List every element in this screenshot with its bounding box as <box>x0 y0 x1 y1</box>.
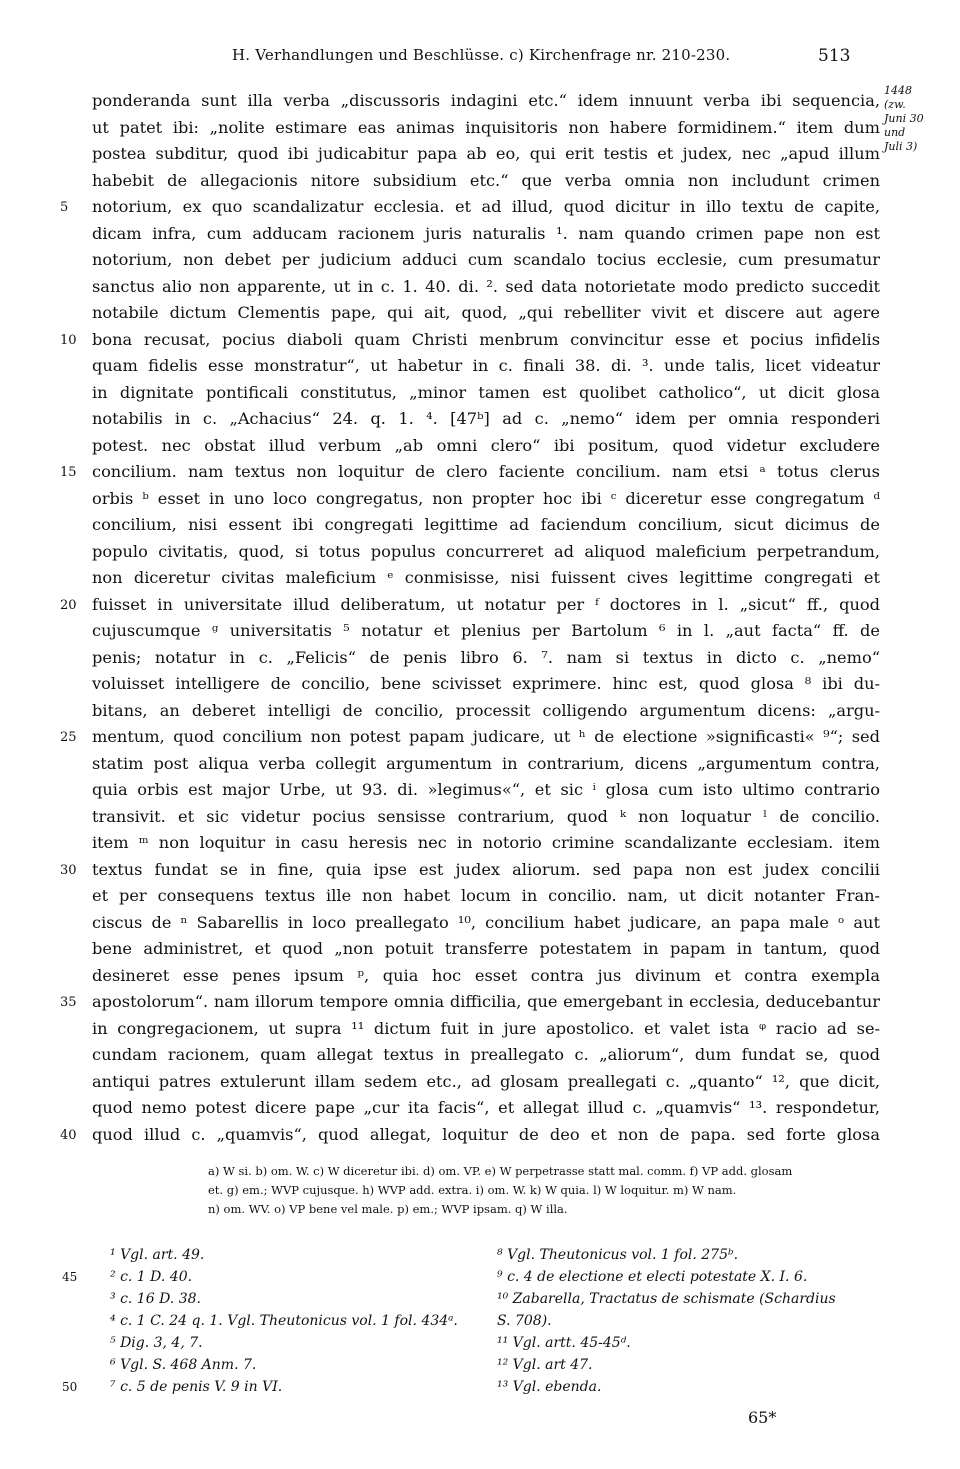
line-text: quia orbis est major Urbe, ut 93. di. »legimus«“, et sic ⁱ glosa cum isto ultimo contrario <box>92 780 880 799</box>
text-line <box>60 194 880 221</box>
text-line <box>92 1016 880 1043</box>
text-line <box>60 1122 880 1149</box>
text-line <box>92 300 880 327</box>
text-line <box>92 1095 880 1122</box>
text-line <box>92 274 880 301</box>
line-text: orbis ᵇ esset in uno loco congregatus, non propter hoc ibi ᶜ diceretur esse congregatum ᵈ <box>92 488 880 508</box>
footnote <box>62 1376 470 1398</box>
line-text: statim post aliqua verba collegit argumentum in contrarium, dicens „argumentum contra, <box>92 753 880 773</box>
line-text: antiqui patres extulerunt illam sedem etc., ad glosam preallegati c. „quanto“ ¹², que dicit, <box>92 1071 880 1091</box>
footnotes-left-column <box>62 1244 470 1398</box>
footnote-text: ³ c. 16 D. 38. <box>110 1291 201 1307</box>
margin-date-note <box>884 84 954 154</box>
line-number: 40 <box>60 1127 77 1143</box>
line-text: potest. nec obstat illud verbum „ab omni clero“ ibi positum, quod videtur excludere <box>92 435 880 455</box>
footnote <box>110 1288 470 1310</box>
signature-mark: 65* <box>748 1408 777 1427</box>
line-text: desineret esse penes ipsum ᵖ, quia hoc esset contra jus divinum et contra exempla <box>92 965 880 985</box>
footnote-text: ⁷ c. 5 de penis V. 9 in VI. <box>110 1379 283 1395</box>
line-text: concilium. nam textus non loquitur de clero faciente concilium. nam etsi ᵃ totus clerus <box>92 462 880 481</box>
text-line <box>92 698 880 725</box>
footnote <box>110 1244 470 1266</box>
line-text: sanctus alio non apparente, ut in c. 1. 40. di. ². sed data notorietate modo predicto succedit <box>92 276 880 296</box>
apparatus-line: a) W si. b) om. W. c) W diceretur ibi. d) om. VP. e) W perpetrasse statt mal. comm. f) VP add. glosam <box>208 1164 793 1178</box>
line-number: 20 <box>60 597 77 613</box>
main-text <box>60 88 880 1148</box>
line-text: bene administret, et quod „non potuit transferre potestatem in papam in tantum, quod <box>92 939 880 958</box>
text-line <box>92 830 880 857</box>
text-line <box>92 539 880 566</box>
footnote: ¹¹ Vgl. artt. 45-45ᵈ. <box>497 1335 631 1351</box>
text-line <box>92 247 880 274</box>
text-line <box>92 353 880 380</box>
line-number: 45 <box>62 1270 78 1284</box>
line-text: postea subditur, quod ibi judicabitur papa ab eo, qui erit testis et judex, nec „apud illum <box>92 144 880 163</box>
line-text: transivit. et sic videtur pocius sensisse contrarium, quod ᵏ non loquatur ˡ de concilio. <box>92 806 880 826</box>
line-text: ut patet ibi: „nolite estimare eas animas inquisitoris non habere formidinem.“ item dum <box>92 117 880 137</box>
footnote: ¹³ Vgl. ebenda. <box>497 1379 602 1395</box>
line-text: notabilis in c. „Achacius“ 24. q. 1. ⁴. [47ᵇ] ad c. „nemo“ idem per omnia responderi <box>92 409 880 428</box>
text-line <box>92 777 880 804</box>
text-line <box>92 671 880 698</box>
line-text: quod illud c. „quamvis“, quod allegat, loquitur de deo et non de papa. sed forte glosa <box>92 1124 880 1144</box>
text-line <box>92 380 880 407</box>
text-line <box>92 963 880 990</box>
page-number: 513 <box>818 46 851 66</box>
line-number: 15 <box>60 465 77 480</box>
critical-apparatus <box>208 1162 880 1219</box>
line-text: item ᵐ non loquitur in casu heresis nec in notorio crimine scandalizante ecclesiam. item <box>92 833 880 852</box>
line-text: quam fidelis esse monstratur“, ut habetur in c. finali 38. di. ³. unde talis, licet videatur <box>92 356 880 375</box>
line-text: concilium, nisi essent ibi congregati legittime ad faciendum concilium, sicut dicimus de <box>92 515 880 534</box>
footnote: S. 708). <box>497 1313 552 1329</box>
footnote-text: ⁴ c. 1 C. 24 q. 1. Vgl. Theutonicus vol. 1 fol. 434ᵃ. <box>110 1313 458 1329</box>
line-number: 5 <box>60 200 69 215</box>
running-head: H. Verhandlungen und Beschlüsse. c) Kirchenfrage nr. 210-230. <box>232 46 731 64</box>
line-text: notabile dictum Clementis pape, qui ait, quod, „qui rebelliter vivit et discere aut agere <box>92 303 880 322</box>
line-text: bona recusat, pocius diaboli quam Christi menbrum convincitur esse et pocius infidelis <box>92 329 880 349</box>
line-text: fuisset in universitate illud deliberatum, ut notatur per ᶠ doctores in l. „sicut“ ff., quod <box>92 594 880 614</box>
line-text: apostolorum“. nam illorum tempore omnia difficilia, que emergebant in ecclesia, deducebantur <box>92 992 880 1011</box>
footnotes-right-column <box>497 1244 887 1398</box>
text-line <box>92 115 880 142</box>
text-line <box>92 1042 880 1069</box>
footnote: ⁹ c. 4 de electione et electi potestate X. I. 6. <box>497 1269 808 1285</box>
line-number: 25 <box>60 730 77 745</box>
footnote <box>110 1332 470 1354</box>
line-text: non diceretur civitas maleficium ᵉ conmisisse, nisi fuissent cives legittime congregati et <box>92 568 880 587</box>
text-line <box>92 406 880 433</box>
line-number: 10 <box>60 332 77 348</box>
line-text: populo civitatis, quod, si totus populus concurreret ad aliquod maleficium perpetrandum, <box>92 541 880 561</box>
text-line <box>92 936 880 963</box>
line-text: habebit de allegacionis nitore subsidium etc.“ que verba omnia non includunt crimen <box>92 170 880 190</box>
line-text: dicam infra, cum adducam racionem juris naturalis ¹. nam quando crimen pape non est <box>92 223 880 243</box>
line-text: in dignitate pontificali constitutus, „minor tamen est quolibet catholico“, ut dicit glosa <box>92 382 880 402</box>
text-line <box>92 88 880 115</box>
apparatus-line: et. g) em.; WVP cujusque. h) WVP add. extra. i) om. W. k) W quia. l) W loquitur. m) W nam. <box>208 1183 737 1197</box>
text-line <box>92 645 880 672</box>
line-number: 50 <box>62 1380 78 1394</box>
text-line <box>60 459 880 486</box>
footnote-text: ⁶ Vgl. S. 468 Anm. 7. <box>110 1357 257 1373</box>
margin-date-line: (zw. <box>884 98 906 111</box>
footnote-text: ² c. 1 D. 40. <box>110 1269 193 1285</box>
text-line <box>92 221 880 248</box>
margin-date-line: und <box>884 126 906 139</box>
text-line <box>92 883 880 910</box>
line-text: bitans, an deberet intelligi de concilio, processit colligendo argumentum dicens: „argu- <box>92 700 880 720</box>
footnote: ¹² Vgl. art 47. <box>497 1357 593 1373</box>
line-text: ciscus de ⁿ Sabarellis in loco preallegato ¹⁰, concilium habet judicare, an papa male ᵒ aut <box>92 912 880 932</box>
text-line <box>60 989 880 1016</box>
footnote: ¹⁰ Zabarella, Tractatus de schismate (Schardius <box>497 1291 836 1307</box>
text-line <box>92 618 880 645</box>
text-line <box>60 857 880 884</box>
line-text: in congregacionem, ut supra ¹¹ dictum fuit in jure apostolico. et valet ista ᵠ racio ad se- <box>92 1018 880 1038</box>
line-text: ponderanda sunt illa verba „discussoris indagini etc.“ idem innuunt verba ibi sequencia, <box>92 91 880 110</box>
footnote <box>62 1266 470 1288</box>
line-text: et per consequens textus ille non habet locum in concilio. nam, ut dicit notanter Fran- <box>92 886 880 905</box>
margin-date-line: Juli 3) <box>884 140 918 153</box>
text-line <box>92 751 880 778</box>
text-line <box>92 565 880 592</box>
text-line <box>92 433 880 460</box>
apparatus-line: n) om. WV. o) VP bene vel male. p) em.; WVP ipsam. q) W illa. <box>208 1202 568 1216</box>
footnote: ⁸ Vgl. Theutonicus vol. 1 fol. 275ᵇ. <box>497 1247 739 1263</box>
line-text: penis; notatur in c. „Felicis“ de penis libro 6. ⁷. nam si textus in dicto c. „nemo“ <box>92 647 880 667</box>
text-line <box>60 724 880 751</box>
footnote-text: ⁵ Dig. 3, 4, 7. <box>110 1335 203 1351</box>
line-text: notorium, ex quo scandalizatur ecclesia. et ad illud, quod dicitur in illo textu de capite, <box>92 197 880 216</box>
text-line <box>92 168 880 195</box>
text-line <box>92 141 880 168</box>
text-line <box>60 327 880 354</box>
line-text: quod nemo potest dicere pape „cur ita facis“, et allegat illud c. „quamvis“ ¹³. respondetur, <box>92 1098 880 1117</box>
line-text: cundam racionem, quam allegat textus in preallegato c. „aliorum“, dum fundat se, quod <box>92 1045 880 1064</box>
line-text: mentum, quod concilium non potest papam judicare, ut ʰ de electione »significasti« ⁹“; sed <box>92 727 880 746</box>
text-line <box>92 804 880 831</box>
text-line <box>92 486 880 513</box>
margin-date-line: Juni 30 <box>884 112 924 125</box>
line-text: notorium, non debet per judicium adduci cum scandalo tocius ecclesie, cum presumatur <box>92 250 880 269</box>
margin-date-line: 1448 <box>884 84 912 97</box>
line-number: 35 <box>60 995 77 1010</box>
line-number: 30 <box>60 862 77 878</box>
text-line <box>92 1069 880 1096</box>
text-line <box>60 592 880 619</box>
line-text: voluisset intelligere de concilio, bene scivisset exprimere. hinc est, quod glosa ⁸ ibi du- <box>92 674 880 693</box>
text-line <box>92 910 880 937</box>
line-text: textus fundat se in fine, quia ipse est judex aliorum. sed papa non est judex concilii <box>92 859 880 879</box>
footnote-text: ¹ Vgl. art. 49. <box>110 1247 205 1263</box>
text-line <box>92 512 880 539</box>
footnote <box>110 1354 470 1376</box>
footnote <box>110 1310 470 1332</box>
line-text: cujuscumque ᵍ universitatis ⁵ notatur et plenius per Bartolum ⁶ in l. „aut facta“ ff. de <box>92 621 880 640</box>
